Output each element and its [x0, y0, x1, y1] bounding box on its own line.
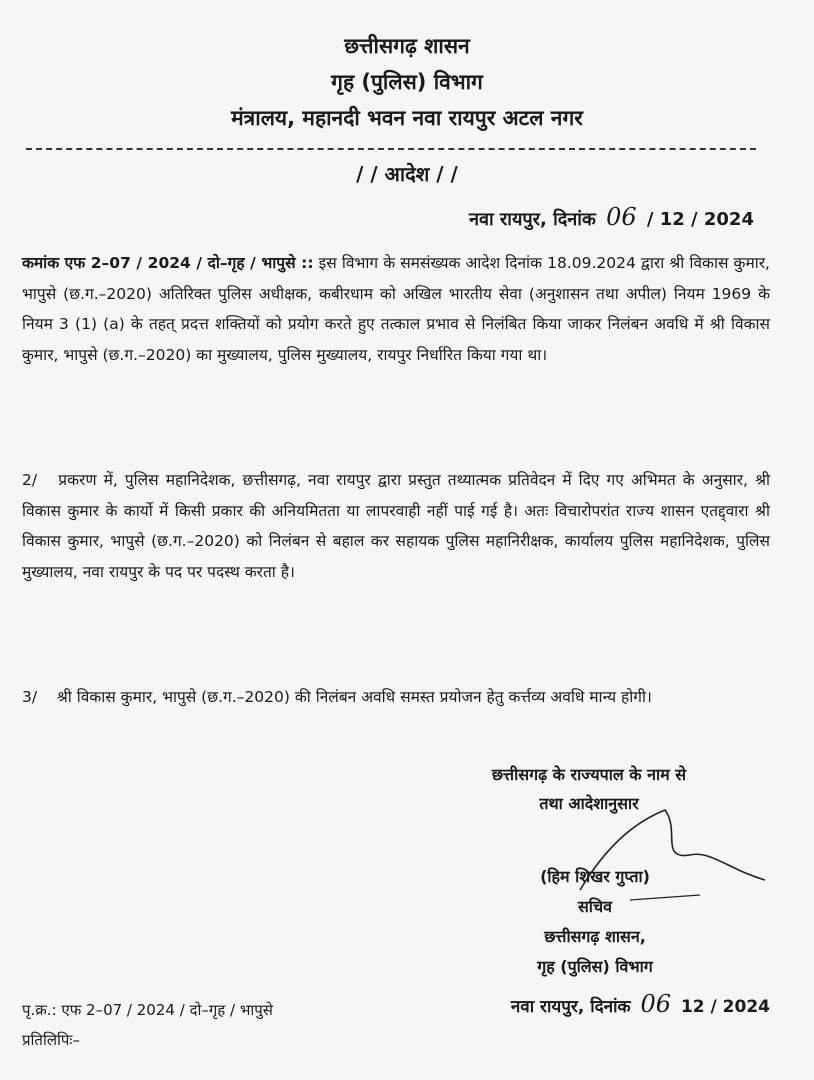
footer-copy-label: प्रतिलिपिः–	[22, 1031, 80, 1049]
signatory-name: (हिम शिखर गुप्ता)	[540, 867, 650, 886]
footer-reference	[22, 995, 273, 1055]
signatory-designation: सचिव	[577, 897, 613, 916]
order-date	[469, 203, 754, 231]
authority-line-2: तथा आदेशानुसार	[539, 794, 639, 813]
paragraph-2-number: 2/	[22, 471, 38, 489]
signatory-block	[470, 862, 720, 982]
footer-date-prefix: नवा रायपुर, दिनांक	[510, 997, 631, 1017]
paragraph-1-text: इस विभाग के समसंख्यक आदेश दिनांक 18.09.2024 द्वारा श्री विकास कुमार, भापुसे (छ.ग.–2020) अतिरिक्त पुलिस अधीक्षक, कबीरधाम को अखिल भारतीय सेवा (अनुशासन तथा अपील) नियम 1969 के नियम 3 (1) (a) के तहत् प्रदत्त शक्तियों को प्रयोग करते हुए तत्काल प्रभाव से निलंबित किया जाकर निलंबन अवधि में श्री विकास कुमार, भापुसे (छ.ग.–2020) का मुख्यालय, पुलिस मुख्यालय, रायपुर निर्धारित किया गया था।	[22, 254, 770, 364]
paragraph-3-number: 3/	[22, 688, 38, 706]
footer-ref-number: पृ.क्र.: एफ 2–07 / 2024 / दो–गृह / भापुसे	[22, 1001, 273, 1019]
header-address: मंत्रालय, महानदी भवन नवा रायपुर अटल नगर	[231, 106, 583, 130]
order-reference: कमांक एफ 2–07 / 2024 / दो–गृह / भापुसे ::	[22, 254, 314, 272]
signatory-org-2: गृह (पुलिस) विभाग	[537, 957, 653, 976]
footer-date-rest: 12 / 2024	[680, 997, 770, 1017]
paragraph-3	[22, 682, 770, 713]
signatory-org-1: छत्तीसगढ़ शासन,	[544, 927, 646, 946]
paragraph-2-text: प्रकरण में, पुलिस महानिदेशक, छत्तीसगढ़, नवा रायपुर द्वारा प्रस्तुत तथ्यात्मक प्रतिवेदन में दिए गए अभिमत के अनुसार, श्री विकास कुमार के कार्यो में किसी प्रकार की अनियमितता या लापरवाही नहीं पाई गई है। अतः विचारोपरांत राज्य शासन एतद्द्वारा श्री विकास कुमार, भापुसे (छ.ग.–2020) को निलंबन से बहाल कर सहायक पुलिस महानिरीक्षक, कार्यालय पुलिस महानिदेशक, पुलिस मुख्यालय, नवा रायपुर के पद पर पदस्थ करता है।	[22, 471, 771, 581]
header-department: गृह (पुलिस) विभाग	[331, 70, 483, 94]
header-divider	[26, 148, 756, 150]
paragraph-2	[22, 465, 770, 587]
date-prefix: नवा रायपुर, दिनांक	[469, 209, 596, 230]
paragraph-3-text: श्री विकास कुमार, भापुसे (छ.ग.–2020) की निलंबन अवधि समस्त प्रयोजन हेतु कर्त्तव्य अवधि मान्य होगी।	[56, 688, 652, 706]
footer-date-day-handwritten: 06	[640, 990, 672, 1018]
authority-line-1: छत्तीसगढ़ के राज्यपाल के नाम से	[491, 765, 687, 784]
order-title: / / आदेश / /	[356, 162, 458, 186]
paragraph-1	[22, 248, 770, 370]
date-rest: / 12 / 2024	[646, 209, 754, 230]
header-government: छत्तीसगढ़ शासन	[344, 34, 470, 58]
date-day-handwritten: 06	[606, 203, 637, 231]
footer-date	[511, 990, 770, 1018]
